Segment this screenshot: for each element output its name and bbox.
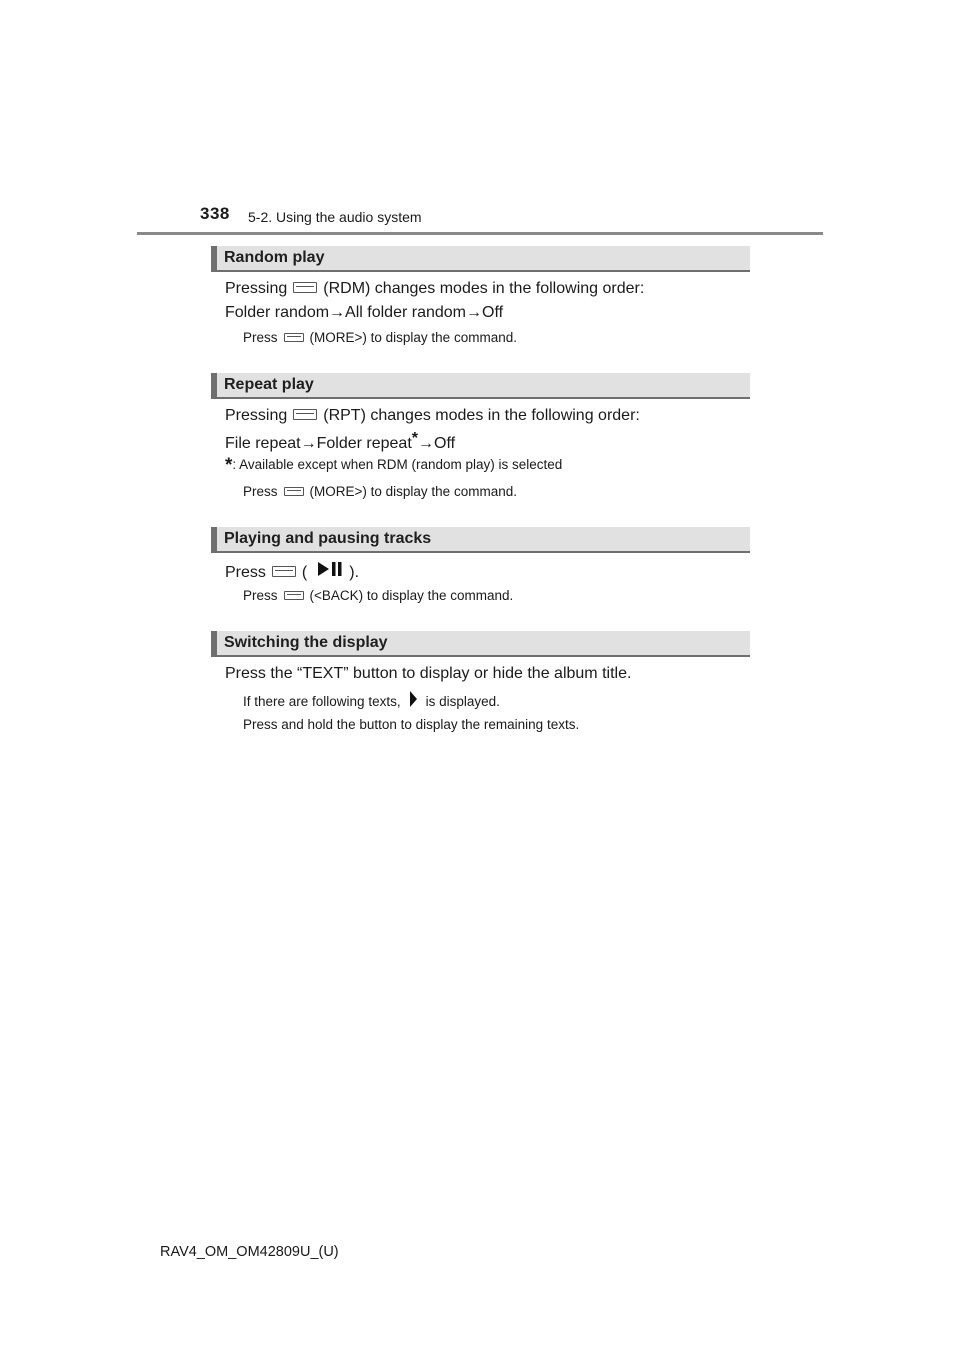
display-note-1 [243, 690, 500, 715]
random-line-1-post: (RDM) changes modes in the following order: [323, 280, 645, 297]
display-note-1-pre: If there are following texts, [243, 694, 401, 710]
playing-line-1 [225, 560, 359, 586]
button-icon [293, 409, 317, 420]
heading-repeat-play: Repeat play [211, 373, 750, 399]
button-icon [284, 591, 304, 600]
repeat-line-2-a: File repeat→Folder repeat [225, 435, 412, 452]
random-line-1 [225, 279, 644, 299]
repeat-line-1-pre: Pressing [225, 407, 288, 424]
random-line-2: Folder random→All folder random→Off [225, 304, 504, 321]
header-rule [137, 232, 823, 235]
repeat-line-1 [225, 406, 640, 426]
footnote-text: : Available except when RDM (random play) is selected [232, 457, 563, 472]
button-icon [293, 282, 317, 293]
footnote-star: * [225, 455, 233, 476]
play-pause-icon [317, 560, 345, 584]
button-icon [284, 487, 304, 496]
repeat-line-2-star: * [411, 430, 418, 447]
display-note-2: Press and hold the button to display the remaining texts. [243, 717, 580, 732]
random-note [243, 329, 517, 347]
playing-note [243, 587, 513, 605]
arrow-right-icon [409, 690, 418, 713]
footer-code: RAV4_OM_OM42809U_(U) [160, 1244, 339, 1260]
button-icon [284, 333, 304, 342]
repeat-footnote [225, 456, 562, 475]
random-note-post: (MORE>) to display the command. [309, 330, 517, 345]
button-icon [272, 566, 296, 577]
page-number: 338 [200, 204, 230, 223]
playing-line-1-pre: Press [225, 564, 266, 582]
random-line-1-pre: Pressing [225, 280, 288, 297]
repeat-note-pre: Press [243, 484, 278, 499]
repeat-note-post: (MORE>) to display the command. [309, 484, 517, 499]
heading-playing-pausing: Playing and pausing tracks [211, 527, 750, 553]
playing-note-post: (<BACK) to display the command. [309, 588, 514, 603]
display-line-1: Press the “TEXT” button to display or hide the album title. [225, 665, 632, 682]
playing-note-pre: Press [243, 588, 278, 603]
playing-line-1-open: ( [301, 564, 308, 582]
section-label: 5-2. Using the audio system [248, 209, 422, 225]
display-note-1-post: is displayed. [425, 694, 500, 710]
repeat-line-2-b: →Off [418, 435, 456, 452]
repeat-note [243, 483, 517, 501]
random-note-pre: Press [243, 330, 278, 345]
repeat-line-1-post: (RPT) changes modes in the following order: [323, 407, 640, 424]
playing-line-1-close: ). [349, 564, 360, 582]
heading-switching-display: Switching the display [211, 631, 750, 657]
repeat-line-2 [225, 429, 455, 454]
heading-random-play: Random play [211, 246, 750, 272]
